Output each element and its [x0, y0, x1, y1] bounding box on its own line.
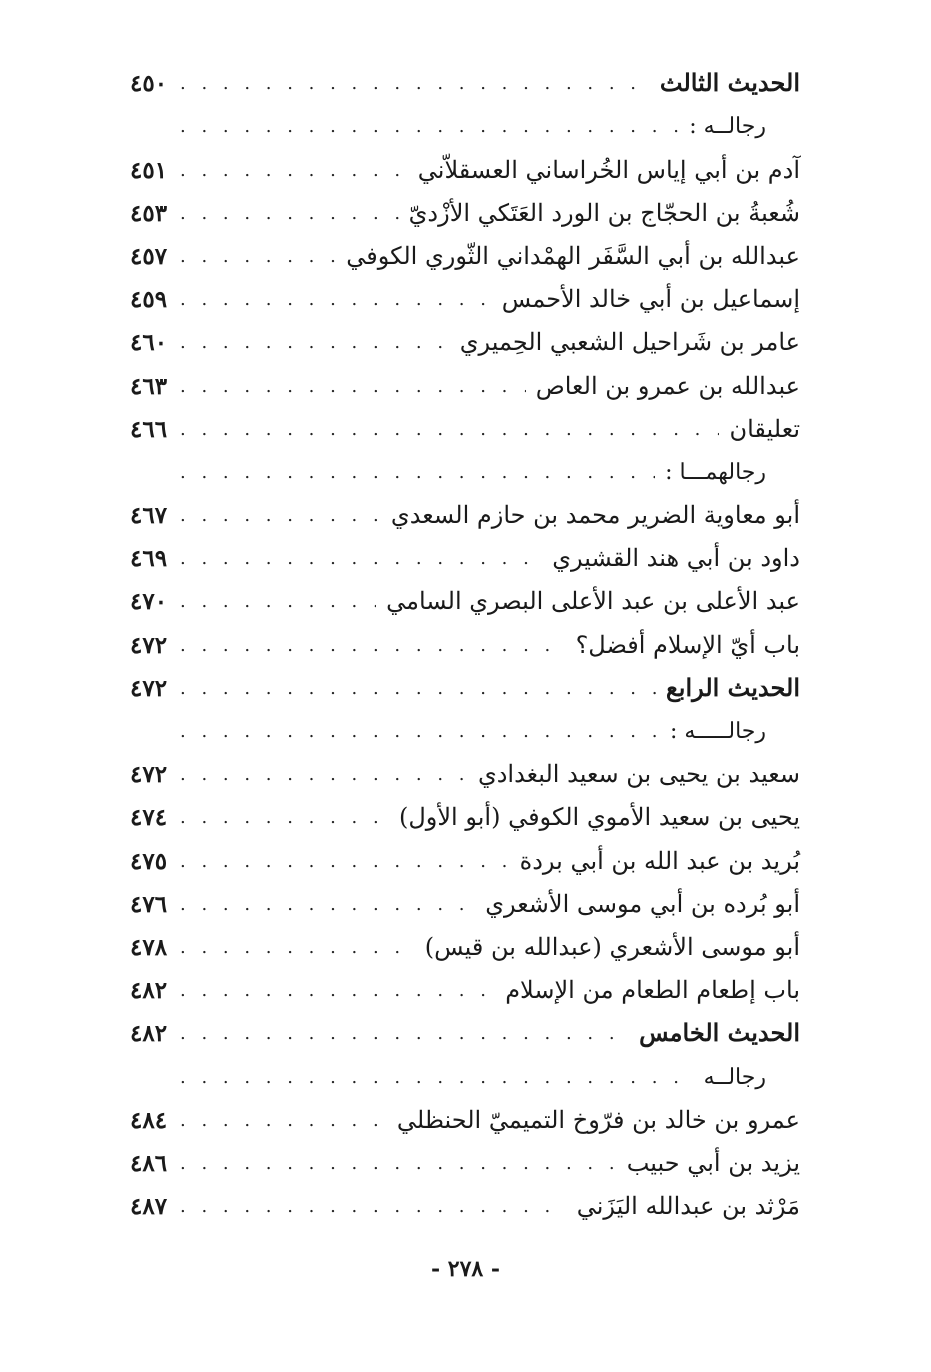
dot-leader [180, 464, 655, 490]
toc-entry-title: باب إطعام الطعام من الإسلام [505, 976, 800, 1005]
dot-leader [180, 334, 450, 360]
toc-entry-title: الحديث الخامس [639, 1018, 800, 1048]
toc-entry [130, 231, 800, 274]
toc-entry-page: ٤٥٧ [130, 242, 168, 270]
toc-entry [130, 576, 800, 619]
toc-entry-title: الحديث الرابع [665, 672, 800, 702]
toc-entry-page: ٤٦٩ [130, 545, 168, 573]
toc-entry-page: ٤٨٧ [130, 1193, 168, 1221]
toc-entry-title: أبو موسى الأشعري (عبدالله بن قيس) [424, 932, 800, 961]
toc-entry-title: يحيى بن سعيد الأموي الكوفي (أبو الأول) [398, 803, 800, 832]
toc-entry-page: ٤٨٢ [130, 977, 168, 1005]
toc-entry-title: عبد الأعلى بن عبد الأعلى البصري السامي [386, 587, 800, 616]
toc-entry-title: إسماعيل بن أبي خالد الأحمس [501, 285, 800, 314]
toc-entry [130, 188, 800, 231]
toc-entry-title: الحديث الثالث [659, 68, 800, 98]
toc-entry-title: عبدالله بن أبي السَّفَر الهمْداني الثّوري الكوفي [346, 241, 800, 270]
toc-entry [130, 360, 800, 403]
dot-leader [180, 550, 542, 576]
toc-entry-page: ٤٨٦ [130, 1149, 168, 1177]
dot-leader [180, 896, 475, 922]
dot-leader [180, 1155, 617, 1181]
toc-entry-page: ٤٦٧ [130, 502, 168, 530]
toc-entry-page [130, 743, 180, 749]
dot-leader [180, 248, 336, 274]
dot-leader [180, 1198, 567, 1224]
dot-leader [180, 118, 679, 144]
toc-entry-page: ٤٥٠ [130, 70, 168, 98]
toc-entry [130, 58, 800, 101]
toc-entry-page: ٤٧٤ [130, 804, 168, 832]
toc-entry-page: ٤٧٢ [130, 631, 168, 659]
toc-entry [130, 533, 800, 576]
dot-leader [180, 205, 399, 231]
dot-leader [180, 680, 656, 706]
toc-entry [130, 879, 800, 922]
toc-entry [130, 144, 800, 187]
dot-leader [180, 766, 468, 792]
toc-entry-page: ٤٧٥ [130, 847, 168, 875]
dot-leader [180, 1112, 387, 1138]
toc-entry [130, 317, 800, 360]
toc-entry-page: ٤٧٢ [130, 674, 168, 702]
dot-leader [180, 853, 510, 879]
toc-entry-title: عامر بن شَراحيل الشعبي الحِميري [459, 328, 800, 357]
dot-leader [180, 982, 495, 1008]
toc-entry [130, 663, 800, 706]
toc-entry-page: ٤٥٩ [130, 286, 168, 314]
dot-leader [180, 637, 566, 663]
toc-entry-title: بُريد بن عبد الله بن أبي بردة [519, 846, 800, 875]
toc-entry-title: تعليقان [729, 414, 800, 443]
toc-entry [130, 1095, 800, 1138]
toc-entry-title: سعيد بن يحيى بن سعيد البغدادي [477, 760, 800, 789]
toc-entry-title: داود بن أبي هند القشيري [552, 544, 800, 573]
toc-entry [130, 447, 800, 490]
toc-entry-page: ٤٧٢ [130, 761, 168, 789]
toc-entry-title: رجالهمـــا : [665, 459, 766, 485]
toc-entry-title: آدم بن أبي إياس الخُراساني العسقلاّني [417, 155, 800, 184]
dot-leader [180, 378, 526, 404]
toc-entry-title: يزيد بن أبي حبيب [626, 1148, 800, 1177]
toc-entry [130, 1138, 800, 1181]
table-of-contents [130, 58, 800, 1224]
dot-leader [180, 809, 389, 835]
toc-entry [130, 792, 800, 835]
toc-entry [130, 835, 800, 878]
toc-entry-page: ٤٨٢ [130, 1020, 168, 1048]
page-number: - ٢٧٨ - [430, 1256, 501, 1282]
toc-entry-page [130, 1089, 180, 1095]
toc-entry-title: رجالــه : [689, 114, 766, 140]
toc-entry [130, 965, 800, 1008]
toc-entry-page: ٤٦٦ [130, 415, 168, 443]
toc-entry-page [130, 138, 180, 144]
dot-leader [180, 291, 492, 317]
dot-leader [180, 939, 415, 965]
toc-entry [130, 619, 800, 662]
toc-entry-page: ٤٨٤ [130, 1106, 168, 1134]
toc-entry-page: ٤٦٠ [130, 329, 168, 357]
toc-entry-title: عمرو بن خالد بن فرّوخ التميميّ الحنظلي [396, 1105, 800, 1134]
toc-entry [130, 101, 800, 144]
dot-leader [180, 593, 376, 619]
toc-entry-title: شُعبةُ بن الحجّاج بن الورد العَتَكي الأزْديّ [408, 198, 800, 227]
dot-leader [180, 1025, 629, 1051]
toc-entry-page: ٤٦٣ [130, 372, 168, 400]
toc-entry [130, 749, 800, 792]
toc-entry-title: باب أيّ الإسلام أفضل؟ [575, 630, 800, 659]
toc-entry [130, 404, 800, 447]
dot-leader [180, 723, 660, 749]
toc-entry [130, 1051, 800, 1094]
toc-entry [130, 274, 800, 317]
toc-entry-title: أبو معاوية الضرير محمد بن حازم السعدي [390, 501, 800, 530]
toc-entry-page: ٤٧٨ [130, 933, 168, 961]
toc-entry-title: عبدالله بن عمرو بن العاص [535, 371, 800, 400]
dot-leader [180, 162, 408, 188]
toc-entry-title: رجالـــــه : [669, 719, 766, 744]
toc-entry-page: ٤٥١ [130, 156, 168, 184]
dot-leader [180, 507, 381, 533]
toc-entry [130, 1181, 800, 1224]
toc-entry-title: مَرْثد بن عبدالله اليَزَني [576, 1192, 800, 1221]
toc-entry [130, 706, 800, 749]
toc-entry-title: أبو بُرده بن أبي موسى الأشعري [485, 889, 800, 918]
toc-entry-title: رجالــه [703, 1064, 766, 1090]
toc-entry [130, 1008, 800, 1051]
dot-leader [180, 1069, 694, 1095]
toc-entry-page [130, 484, 180, 490]
dot-leader [180, 421, 719, 447]
toc-entry-page: ٤٧٦ [130, 890, 168, 918]
dot-leader [180, 75, 650, 101]
toc-entry-page: ٤٧٠ [130, 588, 168, 616]
toc-entry [130, 490, 800, 533]
toc-entry [130, 922, 800, 965]
toc-entry-page: ٤٥٣ [130, 199, 168, 227]
